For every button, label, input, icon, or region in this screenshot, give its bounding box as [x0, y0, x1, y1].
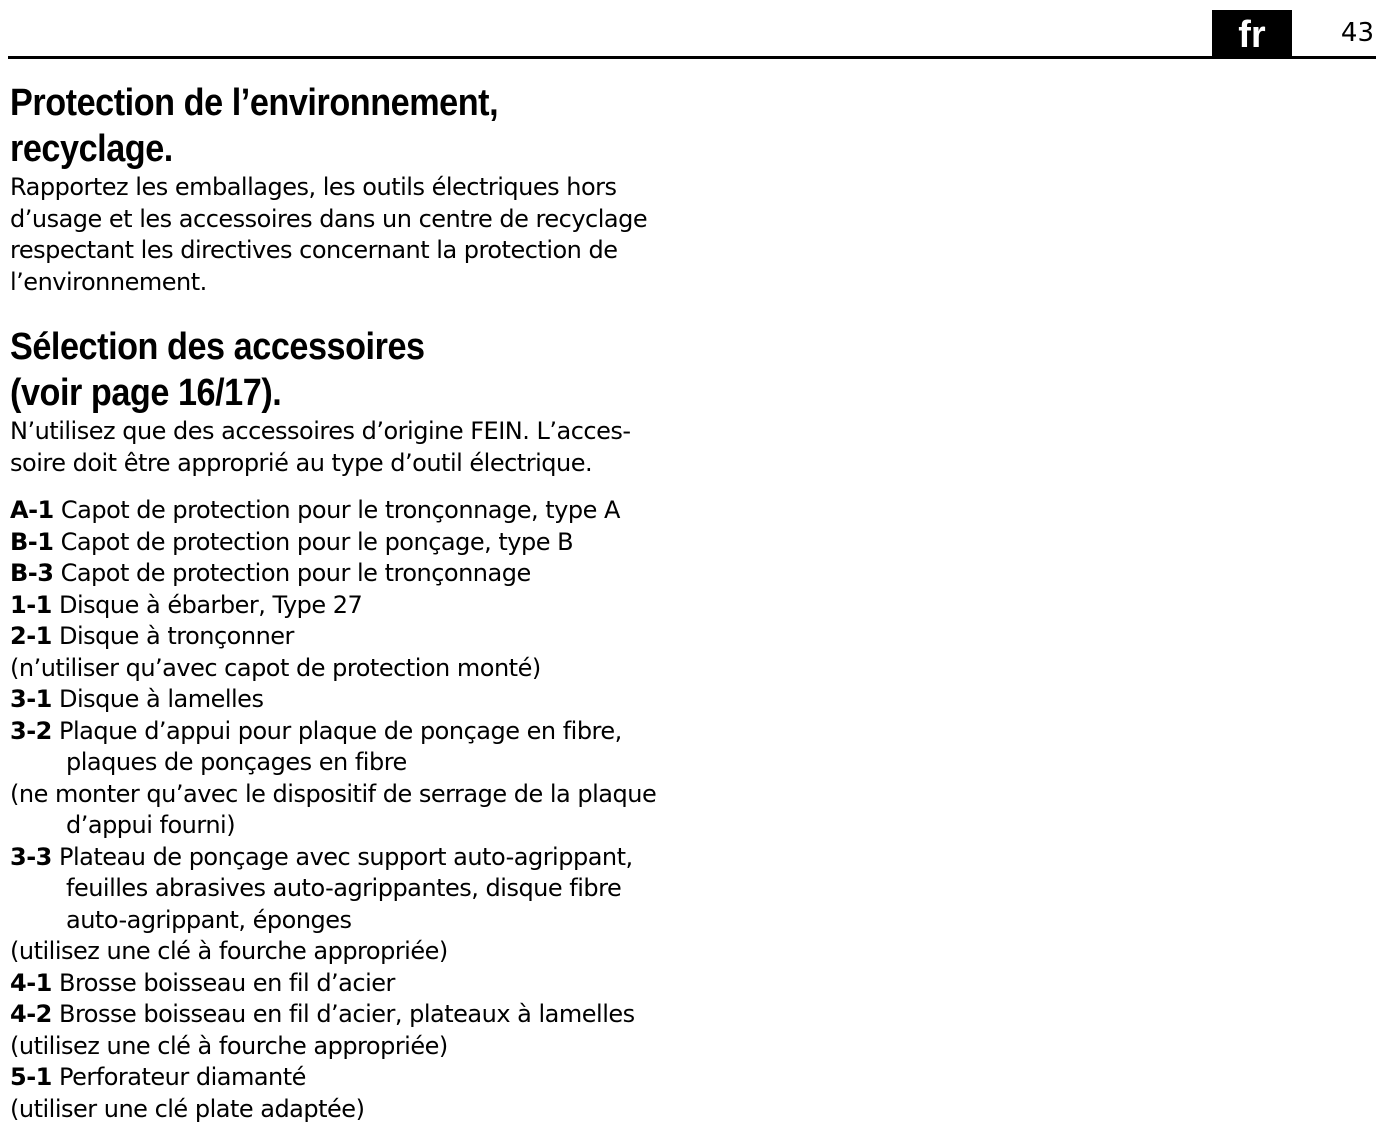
accessory-code: B-3 [10, 559, 54, 587]
accessory-description: Capot de protection pour le tronçonnage [60, 559, 531, 587]
accessory-code: 5-1 [10, 1063, 52, 1091]
accessory-description: Disque à ébarber, Type 27 [59, 590, 363, 619]
accessory-description: Disque à lamelles [59, 685, 264, 713]
accessory-item [10, 495, 670, 527]
accessory-item [10, 558, 670, 590]
main-column [10, 80, 670, 1125]
accessory-note: (utiliser une clé plate adaptée) [10, 1094, 365, 1123]
accessory-description: Plaque d’appui pour plaque de ponçage en fibre, plaques de ponçages en fibre [59, 716, 622, 776]
accessory-note: (utilisez une clé à fourche appropriée) [10, 937, 448, 965]
accessory-item [10, 968, 670, 1000]
accessory-item [10, 716, 670, 842]
accessory-item [10, 590, 670, 622]
accessory-description: Disque à tronçonner [59, 622, 294, 650]
accessory-code: 2-1 [10, 622, 52, 650]
language-tab: fr [1212, 10, 1292, 58]
accessory-code: B-1 [10, 527, 54, 556]
section-title-line: recyclage. [10, 128, 173, 170]
accessory-item [10, 621, 670, 684]
accessory-item [10, 527, 670, 559]
accessory-description: Plateau de ponçage avec support auto-agrippant, feuilles abrasives auto-agrippantes, disque fibre auto-agrippant, éponges [59, 842, 633, 934]
accessory-description: Capot de protection pour le tronçonnage, type A [60, 496, 620, 524]
accessory-code: 4-2 [10, 1000, 52, 1028]
accessory-description: Brosse boisseau en fil d’acier [59, 968, 395, 997]
accessory-note: (n’utiliser qu’avec capot de protection monté) [10, 653, 541, 682]
section-title-line: Protection de l’environnement, [10, 82, 499, 124]
accessory-item [10, 999, 670, 1062]
accessory-code: 4-1 [10, 968, 52, 997]
page-number: 43 [1340, 18, 1374, 48]
section-title-line: (voir page 16/17). [10, 372, 282, 414]
accessory-code: 3-1 [10, 685, 52, 713]
accessory-code: 1-1 [10, 590, 52, 619]
accessory-code: A-1 [10, 496, 54, 524]
section-title-line: Sélection des accessoires [10, 326, 425, 368]
section-title-accessories [10, 324, 604, 416]
accessory-note: (utilisez une clé à fourche appropriée) [10, 1031, 448, 1060]
accessory-item [10, 1062, 670, 1125]
accessory-description: Capot de protection pour le ponçage, type B [60, 527, 574, 556]
section-title-environment [10, 80, 604, 172]
section-body-environment: Rapportez les emballages, les outils électriques hors d’usage et les accessoires dans un centre de recyclage respectant les directives concernant la protection de l’environnement. [10, 173, 648, 296]
accessory-item [10, 842, 670, 968]
section-accessory-selection [10, 324, 670, 1125]
accessory-note: (ne monter qu’avec le dispositif de serrage de la plaque d’appui fourni) [10, 779, 657, 839]
header-rule [8, 56, 1376, 59]
accessory-code: 3-2 [10, 716, 52, 745]
accessory-list [10, 495, 670, 1125]
accessory-description: Perforateur diamanté [59, 1063, 306, 1091]
accessory-item [10, 684, 670, 716]
section-body-accessories: N’utilisez que des accessoires d’origine FEIN. L’acces-soire doit être approprié au type d’outil électrique. [10, 417, 631, 477]
accessory-description: Brosse boisseau en fil d’acier, plateaux à lamelles [59, 1000, 635, 1028]
section-environment-protection [10, 80, 670, 298]
accessory-code: 3-3 [10, 842, 52, 871]
